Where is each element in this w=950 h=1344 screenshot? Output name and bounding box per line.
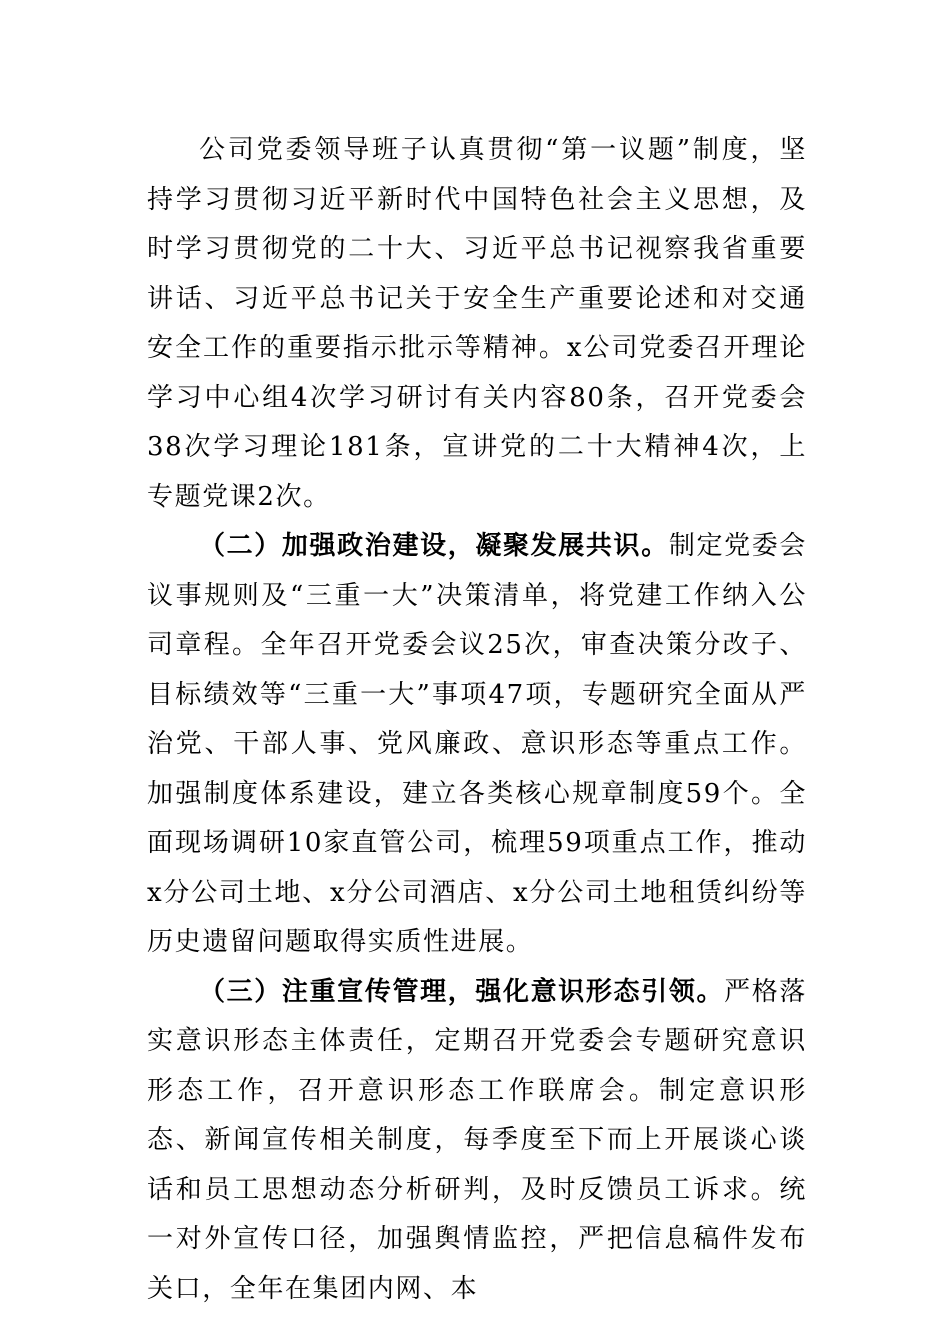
paragraph-2 bbox=[147, 522, 807, 968]
paragraph-1-text: 公司党委领导班子认真贯彻“第一议题”制度，坚持学习贯彻习近平新时代中国特色社会主义思想，及时学习贯彻党的二十大、习近平总书记视察我省重要讲话、习近平总书记关于安全生产重要论述和对交通安全工作的重要指示批示等精神。x公司党委召开理论学习中心组4次学习研讨有关内容80条，召开党委会38次学习理论181条，宣讲党的二十大精神4次，上专题党课2次。 bbox=[147, 135, 807, 512]
paragraph-3-heading: （三）注重宣传管理，强化意识形态引领。 bbox=[199, 976, 725, 1007]
paragraph-1 bbox=[147, 126, 807, 522]
paragraph-3 bbox=[147, 968, 807, 1315]
document-body bbox=[147, 126, 807, 1314]
paragraph-3-text: 严格落实意识形态主体责任，定期召开党委会专题研究意识形态工作，召开意识形态工作联席会。制定意识形态、新闻宣传相关制度，每季度至下而上开展谈心谈话和员工思想动态分析研判，及时反馈员工诉求。统一对外宣传口径，加强舆情监控，严把信息稿件发布关口，全年在集团内网、本 bbox=[147, 976, 807, 1304]
paragraph-2-text: 制定党委会议事规则及“三重一大”决策清单，将党建工作纳入公司章程。全年召开党委会议25次，审查决策分改子、目标绩效等“三重一大”事项47项，专题研究全面从严治党、干部人事、党风廉政、意识形态等重点工作。加强制度体系建设，建立各类核心规章制度59个。全面现场调研10家直管公司，梳理59项重点工作，推动x分公司土地、x分公司酒店、x分公司土地租赁纠纷等历史遗留问题取得实质性进展。 bbox=[147, 531, 808, 957]
paragraph-2-heading: （二）加强政治建设，凝聚发展共识。 bbox=[199, 531, 669, 561]
